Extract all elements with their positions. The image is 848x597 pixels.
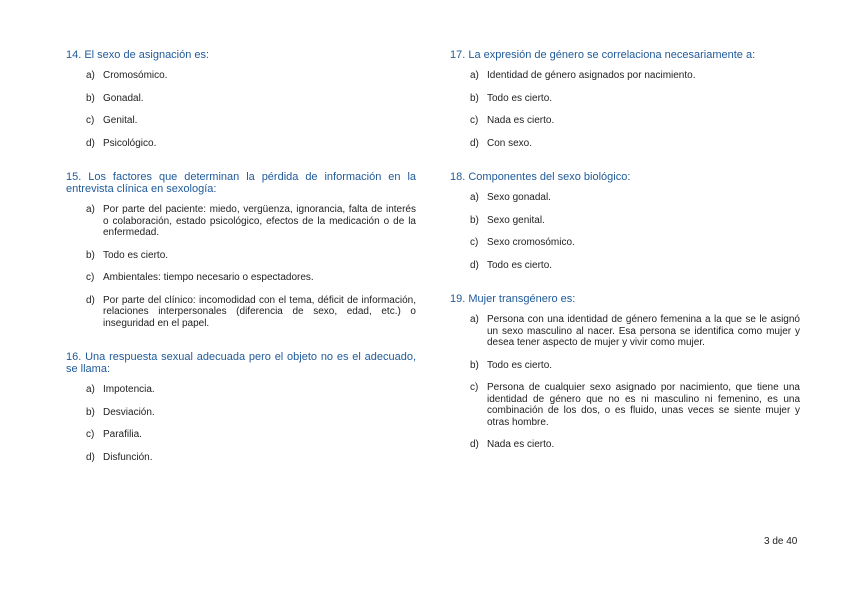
question-18 <box>450 171 800 271</box>
answer-option-a <box>66 384 416 396</box>
option-letter: d) <box>86 451 95 463</box>
option-text: Todo es cierto. <box>487 359 553 371</box>
option-letter: b) <box>86 406 95 418</box>
question-19 <box>450 293 800 451</box>
option-letter: c) <box>86 272 95 283</box>
question-16 <box>66 351 416 463</box>
option-text: Sexo genital. <box>487 214 545 226</box>
option-letter: b) <box>470 359 479 371</box>
question-title: 19. Mujer transgénero es: <box>450 293 576 305</box>
answer-options <box>66 384 416 463</box>
option-text: Sexo gonadal. <box>487 192 551 203</box>
question-14 <box>66 49 416 149</box>
option-text: Persona con una identidad de género femenina a la que se le asignó un sexo masculino al nacer. Esa persona se identifica como mujer y desea tener aspecto de mujer y vivir como mujer. <box>487 314 800 348</box>
option-text: Impotencia. <box>103 384 155 395</box>
option-letter: a) <box>86 384 95 395</box>
option-letter: c) <box>86 429 95 440</box>
option-letter: d) <box>470 439 479 450</box>
option-text: Desviación. <box>103 406 155 418</box>
question-title: 15. Los factores que determinan la pérdida de información en la entrevista clínica en sexología: <box>66 171 416 195</box>
answer-option-b <box>66 250 416 262</box>
question-title: 16. Una respuesta sexual adecuada pero el objeto no es el adecuado, se llama: <box>66 351 416 375</box>
option-text: Psicológico. <box>103 137 157 149</box>
option-letter: d) <box>86 137 95 149</box>
option-text: Parafilia. <box>103 429 142 440</box>
answer-option-d <box>450 260 800 272</box>
answer-option-b <box>450 360 800 372</box>
option-text: Con sexo. <box>487 137 533 149</box>
answer-option-b <box>66 93 416 105</box>
option-letter: c) <box>470 382 479 393</box>
answer-option-c <box>450 115 800 127</box>
answer-option-c <box>66 429 416 441</box>
answer-option-d <box>66 452 416 464</box>
option-letter: b) <box>470 214 479 226</box>
option-text: Sexo cromosómico. <box>487 237 575 248</box>
option-text: Por parte del paciente: miedo, vergüenza, ignorancia, falta de interés o colaboración, estado psicológico, efectos de la medicación o de la enfermedad. <box>103 204 416 238</box>
answer-option-b <box>450 93 800 105</box>
option-letter: a) <box>470 192 479 203</box>
option-text: Persona de cualquier sexo asignado por nacimiento, que tiene una identidad de género que no es ni masculino ni femenino, es una combinación de los dos, o es fluido, unas veces se siente mujer y otras hombre. <box>487 382 800 428</box>
option-text: Genital. <box>103 115 138 126</box>
option-text: Todo es cierto. <box>487 259 553 271</box>
option-letter: b) <box>86 249 95 261</box>
question-title: 17. La expresión de género se correlaciona necesariamente a: <box>450 49 756 61</box>
option-letter: c) <box>470 237 479 248</box>
answer-option-d <box>66 295 416 330</box>
option-text: Nada es cierto. <box>487 115 555 126</box>
option-letter: a) <box>470 70 479 81</box>
left-column <box>66 49 416 485</box>
option-letter: b) <box>86 92 95 104</box>
answer-option-a <box>66 204 416 239</box>
answer-option-c <box>450 237 800 249</box>
answer-option-c <box>66 115 416 127</box>
option-letter: a) <box>86 204 95 215</box>
option-letter: a) <box>470 314 479 325</box>
option-text: Por parte del clínico: incomodidad con el tema, déficit de información, relaciones interpersonales (diferencia de sexo, edad, etc.) o inseguridad en el papel. <box>103 294 416 329</box>
answer-option-d <box>450 138 800 150</box>
option-text: Cromosómico. <box>103 70 168 81</box>
answer-options <box>66 70 416 149</box>
question-title: 18. Componentes del sexo biológico: <box>450 171 631 183</box>
answer-options <box>450 314 800 451</box>
option-letter: c) <box>470 115 479 126</box>
answer-option-c <box>66 272 416 284</box>
option-letter: a) <box>86 70 95 81</box>
option-text: Ambientales: tiempo necesario o espectadores. <box>103 272 314 283</box>
answer-options <box>450 192 800 271</box>
answer-option-a <box>66 70 416 82</box>
option-text: Nada es cierto. <box>487 439 555 450</box>
answer-option-b <box>450 215 800 227</box>
page-number: 3 de 40 <box>764 536 798 547</box>
question-15 <box>66 171 416 329</box>
answer-option-b <box>66 407 416 419</box>
answer-option-a <box>450 70 800 82</box>
answer-option-d <box>66 138 416 150</box>
answer-options <box>450 70 800 149</box>
question-17 <box>450 49 800 149</box>
option-letter: d) <box>470 137 479 149</box>
option-letter: b) <box>470 92 479 104</box>
answer-option-c <box>450 382 800 428</box>
option-text: Disfunción. <box>103 451 153 463</box>
option-letter: d) <box>470 259 479 271</box>
option-text: Identidad de género asignados por nacimiento. <box>487 70 696 81</box>
right-column <box>450 49 800 473</box>
option-text: Todo es cierto. <box>487 92 553 104</box>
option-text: Gonadal. <box>103 92 144 104</box>
option-text: Todo es cierto. <box>103 249 169 261</box>
answer-option-a <box>450 314 800 349</box>
answer-options <box>66 204 416 329</box>
option-letter: d) <box>86 294 95 306</box>
question-title: 14. El sexo de asignación es: <box>66 49 210 61</box>
answer-option-d <box>450 439 800 451</box>
option-letter: c) <box>86 115 95 126</box>
answer-option-a <box>450 192 800 204</box>
